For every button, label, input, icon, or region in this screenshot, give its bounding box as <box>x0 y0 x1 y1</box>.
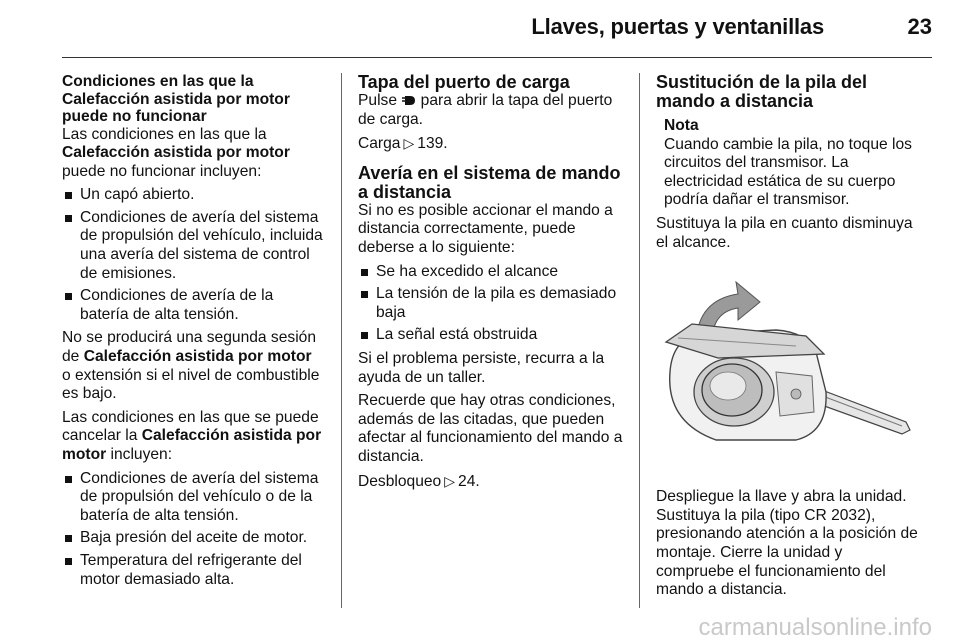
paragraph <box>62 126 324 182</box>
list-item: Baja presión del aceite de motor. <box>62 529 324 548</box>
section-heading-heating: Condiciones en las que la Calefacción asistida por motor puede no funcionar <box>62 73 290 125</box>
fault-causes-list <box>358 263 624 345</box>
list-item: Temperatura del refrigerante del motor demasiado alta. <box>62 552 324 589</box>
paragraph <box>62 329 324 403</box>
section-heading-battery: Sustitución de la pila del mando a distancia <box>656 72 868 111</box>
key-battery-illustration <box>656 272 918 464</box>
section-heading-charge-port: Tapa del puerto de carga <box>358 72 570 92</box>
list-item: Un capó abierto. <box>62 186 324 205</box>
note-label: Nota <box>664 117 699 134</box>
text: para abrir la tapa del puerto de carga. <box>358 92 613 128</box>
header-divider <box>62 57 932 58</box>
bold-term: Calefacción asistida por motor <box>83 348 312 366</box>
list-item: Condiciones de avería del sistema de propulsión del vehículo o de la batería de alta tensión. <box>62 470 324 526</box>
list-item: La señal está obstruida <box>358 326 624 345</box>
list-item: La tensión de la pila es demasiado baja <box>358 285 624 322</box>
paragraph <box>358 134 624 154</box>
column-charge-port-remote <box>358 73 624 496</box>
column-divider-2 <box>639 73 640 608</box>
bold-term: Calefacción asistida por motor <box>62 427 322 463</box>
watermark: carmanualsonline.info <box>698 614 932 641</box>
text: Desbloqueo <box>358 472 442 490</box>
text: Pulse <box>358 92 402 109</box>
paragraph: Si no es posible accionar el mando a distancia correctamente, puede deberse a lo siguiente: <box>358 201 613 256</box>
page-header-title: Llaves, puertas y ventanillas <box>531 14 824 39</box>
paragraph: Recuerde que hay otras condiciones, además de las citadas, que pueden afectar al funcionamiento del mando a distancia. <box>358 392 623 465</box>
list-item: Se ha excedido el alcance <box>358 263 624 282</box>
charge-port-icon <box>401 95 416 106</box>
page-number: 23 <box>907 14 932 39</box>
section-heading-remote-fault: Avería en el sistema de mando a distancia <box>358 162 621 202</box>
paragraph <box>358 472 624 492</box>
list-item: Condiciones de avería del sistema de propulsión del vehículo, incluida una avería del sistema de control de emisiones. <box>62 209 324 283</box>
text: Las condiciones en las que se puede cancelar la <box>62 408 319 445</box>
paragraph: Si el problema persiste, recurra a la ayuda de un taller. <box>358 349 605 386</box>
text: puede no funcionar incluyen: <box>62 162 262 180</box>
column-divider-1 <box>341 73 342 608</box>
paragraph <box>62 409 324 465</box>
text: incluyen: <box>106 446 173 463</box>
bold-term: Calefacción asistida por motor <box>62 144 290 162</box>
text: o extensión si el nivel de combustible es bajo. <box>62 366 320 403</box>
page-reference-link[interactable]: 24. <box>458 472 480 490</box>
page-reference-link[interactable]: 139. <box>417 135 448 153</box>
paragraph: Sustituya la pila en cuanto disminuya el alcance. <box>656 214 913 251</box>
key-fob-drawing <box>656 272 918 464</box>
arrow-right-icon: ▷ <box>444 472 456 489</box>
paragraph <box>358 92 624 129</box>
paragraph: Despliegue la llave y abra la unidad. Sustituya la pila (tipo CR 2032), presionando atención a la posición de montaje. Cierre la unidad y compruebe el funcionamiento del mando a distancia. <box>656 488 918 599</box>
text: No se producirá una segunda sesión de <box>62 329 316 366</box>
note-box <box>656 117 922 210</box>
conditions-list <box>62 186 324 324</box>
column-battery-replacement <box>656 73 922 605</box>
note-text: Cuando cambie la pila, no toque los circuitos del transmisor. La electricidad estática de su cuerpo podría dañar el transmisor. <box>664 135 912 209</box>
list-item: Condiciones de avería de la batería de alta tensión. <box>62 287 324 324</box>
arrow-right-icon: ▷ <box>403 135 415 152</box>
text: Carga <box>358 135 401 153</box>
cancel-conditions-list <box>62 470 324 590</box>
column-heating-conditions <box>62 73 324 594</box>
text: Las condiciones en las que la <box>62 125 267 143</box>
